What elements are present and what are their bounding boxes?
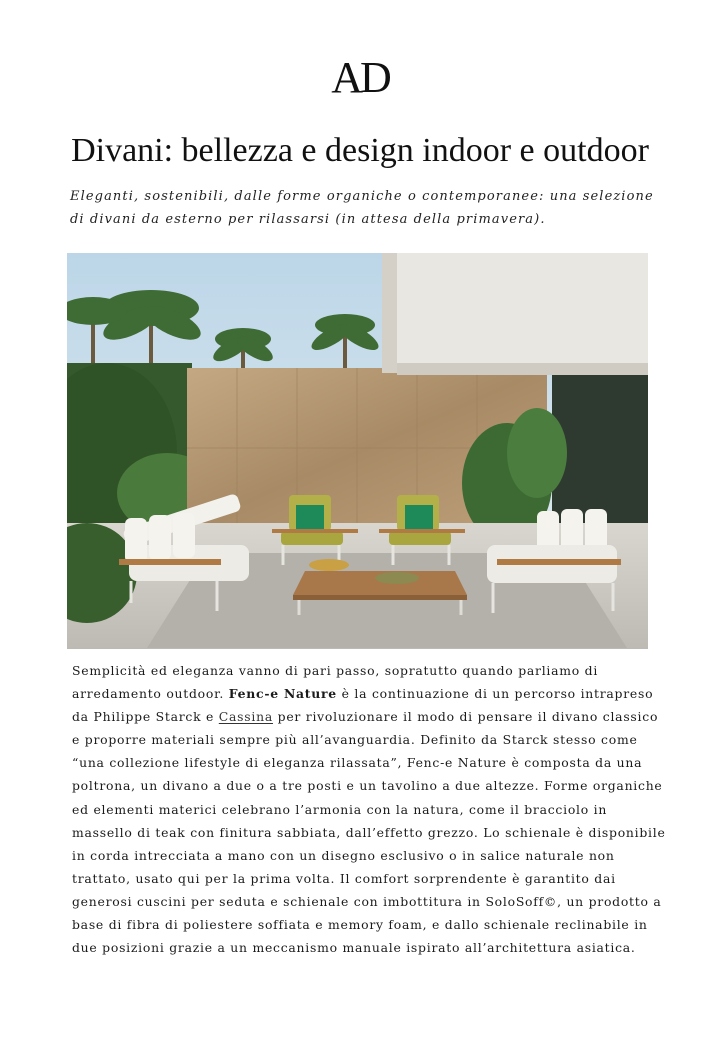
cassina-link[interactable]: Cassina — [218, 709, 273, 725]
body-text-2: è la continuazione di un percorso intrapreso da Philippe Starck e — [72, 686, 654, 725]
article-title: Divani: bellezza e design indoor e outdoor — [71, 132, 649, 169]
body-text-3: per rivoluzionare il modo di pensare il divano classico e proporre materiali sempre più all’avanguardia. Definito da Starck stesso come “una collezione lifestyle di eleganza rilassata”, Fenc-e Nature è composta da una poltrona, un divano a due o a tre posti e un tavolino a due altezze. Forme organiche ed elementi materici celebrano l’armonia con la natura, come il bracciolo in massello di teak con finitura sabbiata, dall’effetto grezzo. Lo schienale è disponibile in corda intrecciata a mano con un disegno esclusivo o in salice naturale non trattato, usato qui per la prima volta. Il comfort sorprendente è garantito dai generosi cuscini per seduta e schienale con imbottitura in SoloSoff©, un prodotto a base di fibra di poliestere soffiata e memory foam, e dallo schienale reclinabile in due posizioni grazie a un meccanismo manuale ispirato all’architettura asiatica. — [72, 709, 666, 956]
article-body — [72, 659, 668, 959]
body-text-1: Semplicità ed eleganza vanno di pari passo, sopratutto quando parliamo di arredamento outdoor. — [72, 663, 599, 702]
ad-logo[interactable]: AD — [331, 53, 389, 102]
article-dek: Eleganti, sostenibili, dalle forme organiche o contemporanee: una selezione di divani da esterno per rilassarsi (in attesa della primavera). — [70, 189, 654, 227]
hero-image — [67, 253, 648, 649]
product-name: Fenc-e Nature — [228, 686, 337, 702]
